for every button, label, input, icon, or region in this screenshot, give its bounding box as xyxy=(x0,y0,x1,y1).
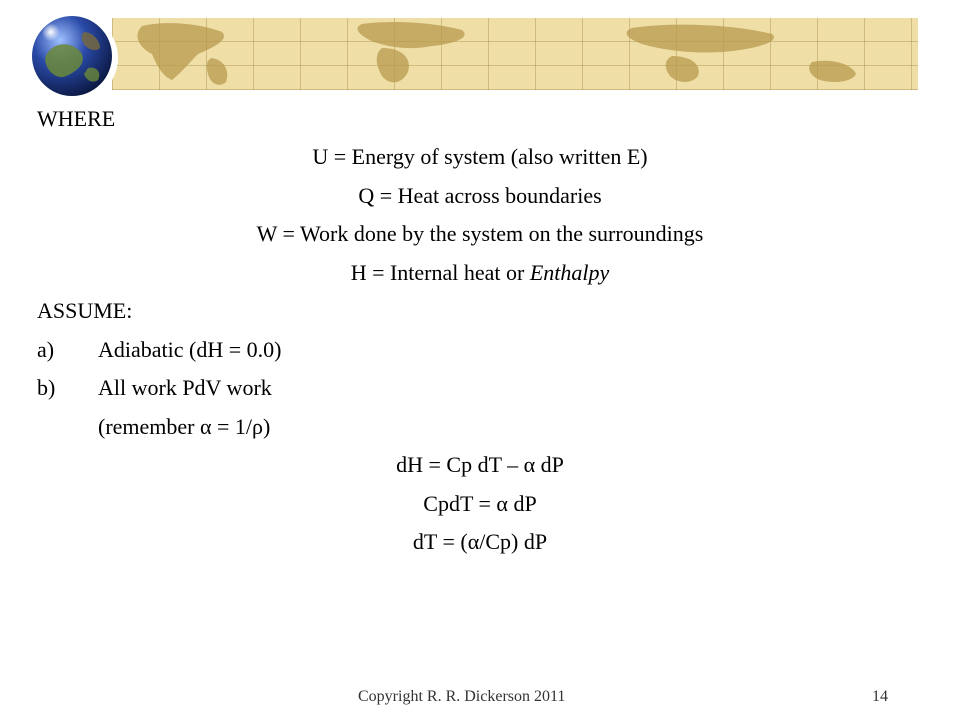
assumption-a-marker: a) xyxy=(37,337,55,362)
enthalpy-term: Enthalpy xyxy=(529,260,610,285)
assumption-a-text: Adiabatic (dH = 0.0) xyxy=(98,337,282,362)
equation-enthalpy: dH = Cp dT – α dP xyxy=(396,452,564,477)
world-map-banner xyxy=(112,18,918,90)
equation-dt: dT = (α/Cp) dP xyxy=(412,529,548,554)
remember-note: (remember α = 1/ρ) xyxy=(98,414,271,439)
definition-enthalpy xyxy=(0,260,960,286)
definition-heat: Q = Heat across boundaries xyxy=(358,183,602,208)
page-number: 14 xyxy=(872,688,888,705)
definition-energy: U = Energy of system (also written E) xyxy=(312,144,648,169)
assumption-b-text: All work PdV work xyxy=(98,375,272,400)
copyright-footer: Copyright R. R. Dickerson 2011 xyxy=(358,688,566,705)
definition-work: W = Work done by the system on the surroundings xyxy=(256,221,704,246)
assume-heading: ASSUME: xyxy=(37,298,133,323)
equation-cpdt: CpdT = α dP xyxy=(423,491,537,516)
enthalpy-prefix: H = Internal heat or xyxy=(350,260,530,285)
world-map-graphic xyxy=(112,18,918,90)
assumption-b-marker: b) xyxy=(37,375,56,400)
where-heading: WHERE xyxy=(37,106,116,131)
globe-icon xyxy=(26,10,122,106)
